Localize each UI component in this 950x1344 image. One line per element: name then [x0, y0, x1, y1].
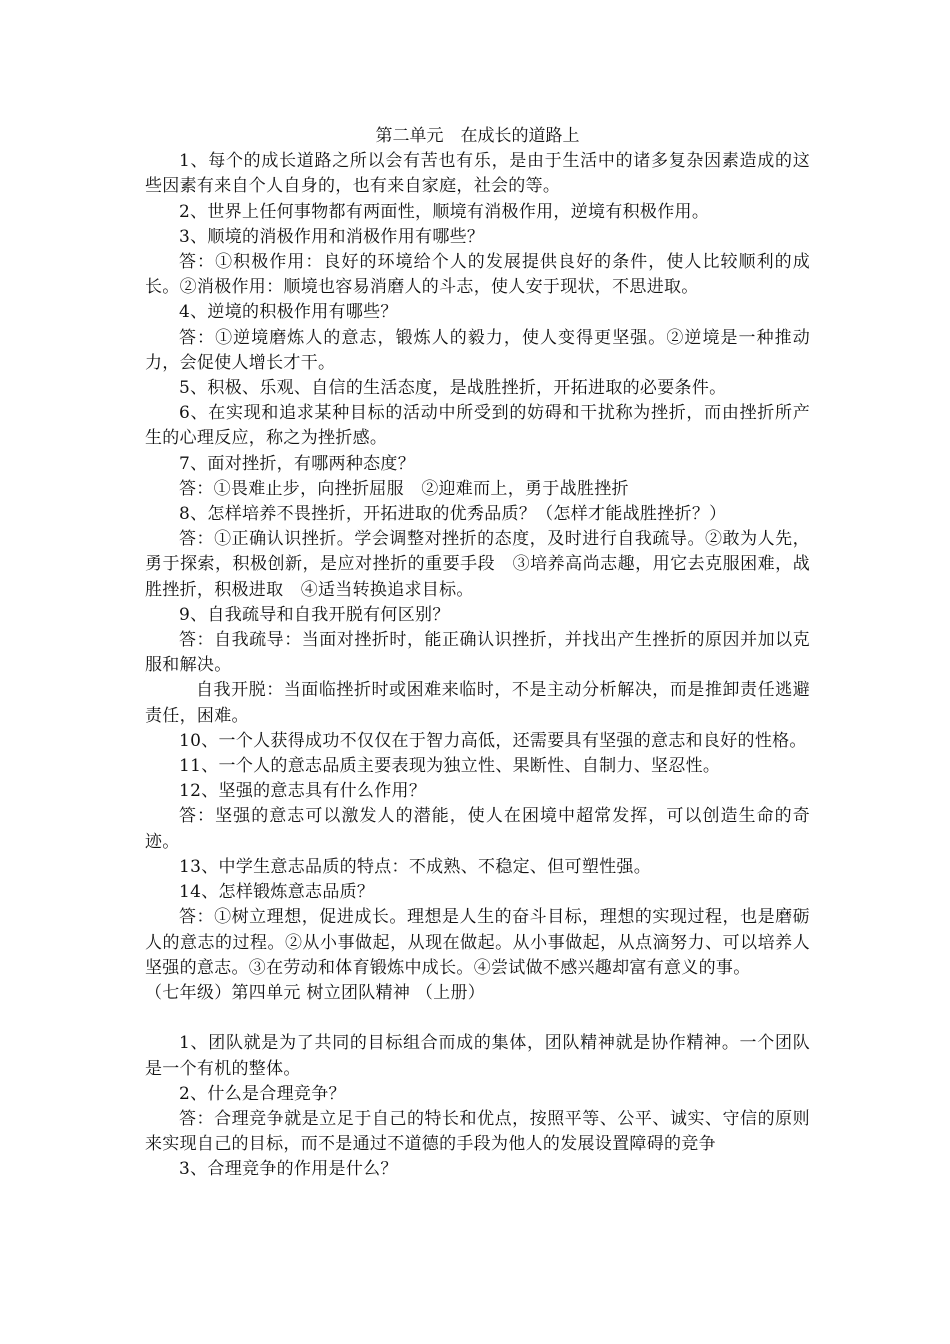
paragraph-14-answer: 答：①树立理想，促进成长。理想是人生的奋斗目标，理想的实现过程，也是磨砺人的意志的过程。②从小事做起，从现在做起。从小事做起，从点滴努力、可以培养人坚强的意志。③在劳动和体育锻炼中成长。④尝试做不感兴趣却富有意义的事。 [145, 907, 810, 978]
paragraph-10: 10、一个人获得成功不仅仅在于智力高低，还需要具有坚强的意志和良好的性格。 [179, 730, 807, 751]
paragraph-8: 8、怎样培养不畏挫折，开拓进取的优秀品质？（怎样才能战胜挫折？） [179, 504, 727, 525]
paragraph-4: 4、逆境的积极作用有哪些？ [179, 302, 398, 323]
paragraph-3-answer: 答：①积极作用：良好的环境给个人的发展提供良好的条件，使人比较顺利的成长。②消极作用：顺境也容易消磨人的斗志，使人安于现状，不思进取。 [145, 252, 810, 298]
paragraph-5: 5、积极、乐观、自信的生活态度，是战胜挫折，开拓进取的必要条件。 [179, 378, 727, 399]
section-2-paragraph-1: 1、团队就是为了共同的目标组合而成的集体，团队精神就是协作精神。一个团队是一个有机的整体。 [145, 1033, 810, 1079]
paragraph-1: 1、每个的成长道路之所以会有苦也有乐，是由于生活中的诸多复杂因素造成的这些因素有来自个人自身的，也有来自家庭，社会的等。 [145, 151, 810, 197]
paragraph-6: 6、在实现和追求某种目标的活动中所受到的妨碍和干扰称为挫折，而由挫折所产生的心理反应，称之为挫折感。 [145, 403, 810, 449]
paragraph-12-answer: 答：坚强的意志可以激发人的潜能，使人在困境中超常发挥，可以创造生命的奇迹。 [145, 806, 810, 852]
document-page [145, 124, 810, 1183]
section-2-heading: （七年级）第四单元 树立团队精神 （上册） [145, 982, 486, 1003]
blank-line [145, 1006, 810, 1031]
paragraph-9: 9、自我疏导和自我开脱有何区别？ [179, 604, 450, 625]
paragraph-7-answer: 答：①畏难止步，向挫折屈服 ②迎难而上，勇于战胜挫折 [179, 478, 629, 499]
document-title: 第二单元 在成长的道路上 [375, 126, 580, 146]
paragraph-4-answer: 答：①逆境磨炼人的意志，锻炼人的毅力，使人变得更坚强。②逆境是一种推动力，会促使人增长才干。 [145, 327, 810, 373]
paragraph-11: 11、一个人的意志品质主要表现为独立性、果断性、自制力、坚忍性。 [179, 756, 721, 777]
paragraph-14: 14、怎样锻炼意志品质？ [179, 882, 375, 903]
section-2-paragraph-2: 2、什么是合理竞争？ [179, 1083, 346, 1104]
paragraph-12: 12、坚强的意志具有什么作用？ [179, 781, 427, 802]
paragraph-3: 3、顺境的消极作用和消极作用有哪些？ [179, 226, 485, 247]
paragraph-2: 2、世界上任何事物都有两面性，顺境有消极作用，逆境有积极作用。 [179, 201, 710, 222]
paragraph-7: 7、面对挫折，有哪两种态度？ [179, 453, 416, 474]
paragraph-13: 13、中学生意志品质的特点：不成熟、不稳定、但可塑性强。 [179, 856, 652, 877]
paragraph-9-answer-b: 自我开脱：当面临挫折时或困难来临时，不是主动分析解决，而是推卸责任逃避责任，困难。 [145, 680, 810, 726]
paragraph-8-answer: 答：①正确认识挫折。学会调整对挫折的态度，及时进行自我疏导。②敢为人先，勇于探索，积极创新，是应对挫折的重要手段 ③培养高尚志趣，用它去克服困难，战胜挫折，积极进取 ④适当转换追求目标。 [145, 529, 810, 600]
section-2-paragraph-2-answer: 答：合理竞争就是立足于自己的特长和优点，按照平等、公平、诚实、守信的原则来实现自己的目标，而不是通过不道德的手段为他人的发展设置障碍的竞争 [145, 1108, 810, 1155]
paragraph-9-answer-a: 答：自我疏导：当面对挫折时，能正确认识挫折，并找出产生挫折的原因并加以克服和解决。 [145, 630, 810, 676]
section-2-paragraph-3: 3、合理竞争的作用是什么？ [179, 1159, 398, 1180]
